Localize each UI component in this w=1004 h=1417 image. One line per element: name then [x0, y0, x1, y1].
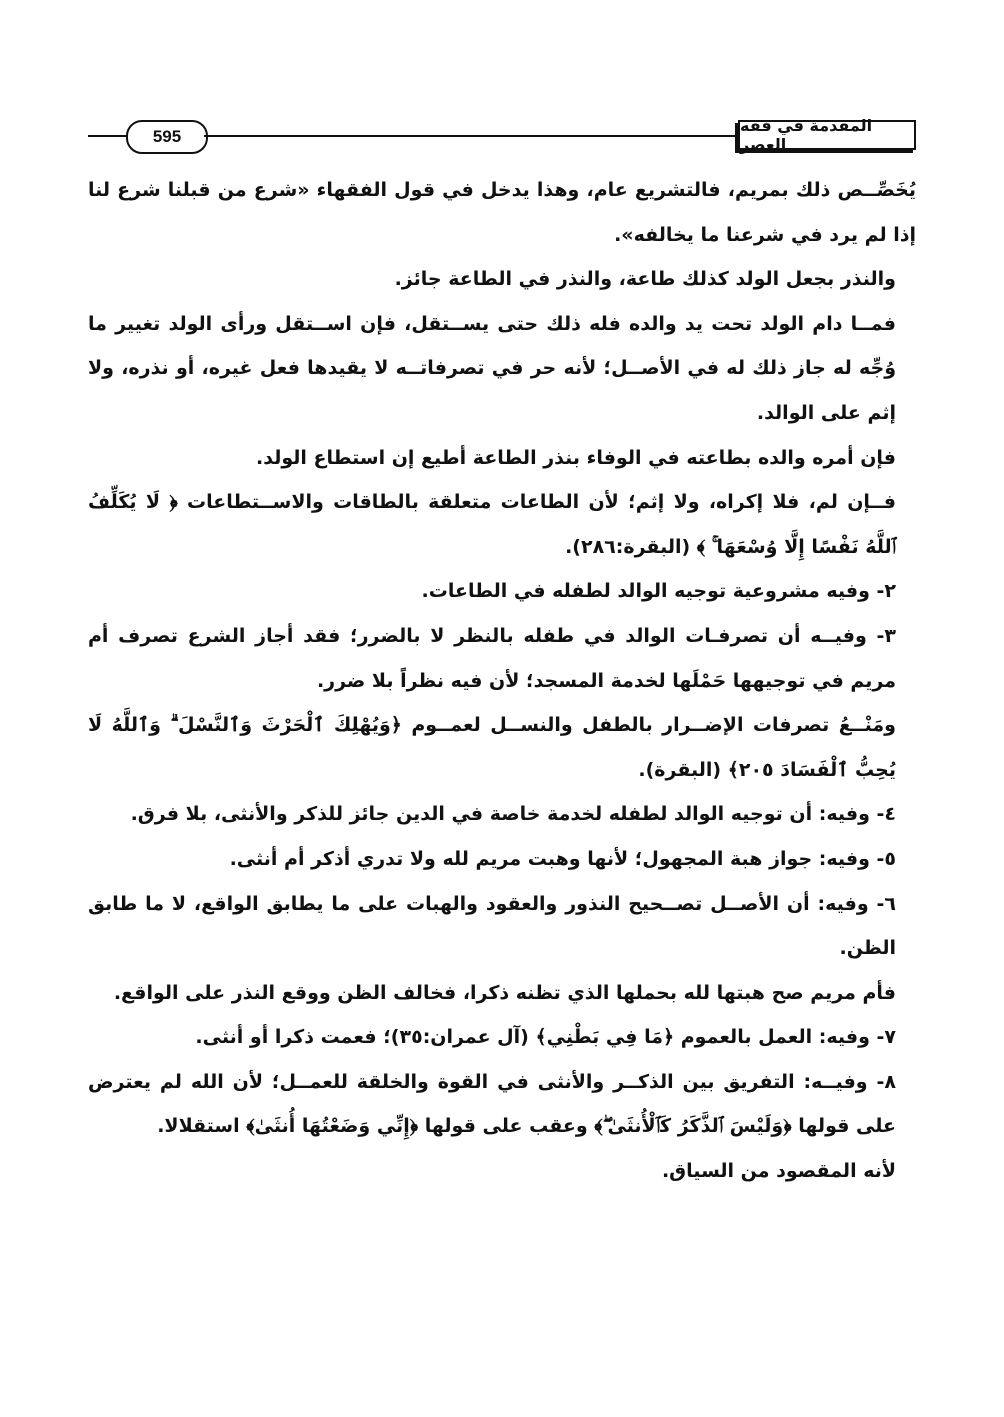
body-text — [88, 168, 916, 1194]
paragraph: فأم مريم صح هبتها لله بحملها الذي تظنه ذكرا، فخالف الظن ووقع النذر على الواقع. — [113, 981, 896, 1004]
paragraph: يُخَصِّــص ذلك بمريم، فالتشريع عام، وهذا يدخل في قول الفقهاء «شرع من قبلنا شرع لنا إذا لم يرد في شرعنا ما يخالفه». — [88, 179, 916, 246]
paragraph: لأنه المقصود من السياق. — [661, 1160, 896, 1183]
paragraph-with-quran-verse: فــإن لم، فلا إكراه، ولا إثم؛ لأن الطاعات متعلقة بالطاقات والاســتطاعات ﴿ لَا يُكَلِّفُ ٱللَّهُ نَفْسًا إِلَّا وُسْعَهَا ۚ ﴾ (البقرة:٢٨٦). — [88, 491, 896, 558]
header-rule-left — [88, 135, 128, 137]
list-item: ٤- وفيه: أن توجيه الوالد لطفله لخدمة خاصة في الدين جائز للذكر والأنثى، بلا فرق. — [130, 803, 896, 826]
list-item: ٦- وفيه: أن الأصــل تصــحيح النذور والعقود والهبات على ما يطابق الواقع، لا ما طابق الظن. — [88, 892, 896, 960]
page-header — [88, 118, 916, 154]
list-item: ٣- وفيــه أن تصرفـات الوالد في طفله بالنظر لا بالضرر؛ فقد أجاز الشرع تصرف أم مريم في توجيهها حَمْلَها لخدمة المسجد؛ لأن فيه نظراً بلا ضرر. — [88, 624, 896, 692]
running-title: المقدمة في فقه العصر — [738, 120, 916, 150]
list-item: ٧- وفيه: العمل بالعموم ﴿مَا فِي بَطْنِي﴾ (آل عمران:٣٥)؛ فعمت ذكرا أو أنثى. — [195, 1026, 896, 1049]
paragraph: والنذر بجعل الولد كذلك طاعة، والنذر في الطاعة جائز. — [394, 268, 896, 291]
list-item: ٢- وفيه مشروعية توجيه الوالد لطفله في الطاعات. — [421, 580, 896, 603]
page-number: 595 — [126, 120, 208, 154]
paragraph: فإن أمره والده بطاعته في الوفاء بنذر الطاعة أطيع إن استطاع الولد. — [256, 446, 896, 469]
paragraph: فمــا دام الولد تحت يد والده فله ذلك حتى يســتقل، فإن اســتقل ورأى الولد تغيير ما وُجِّه له جاز ذلك له في الأصــل؛ لأنه حر في تصرفاتــه لا يقيدها فعل غيره، أو نذره، ولا إثم على الوالد. — [88, 312, 896, 424]
list-item: ٨- وفيــه: التفريق بين الذكــر والأنثى في القوة والخلقة للعمــل؛ لأن الله لم يعترض على قولها ﴿وَلَيْسَ ٱلذَّكَرُ كَٱلْأُنثَىٰ ۖ﴾ وعقب على قولها ﴿إِنِّي وَضَعْتُهَا أُنثَىٰ﴾ استقلالا. — [88, 1070, 896, 1138]
header-rule — [204, 135, 736, 137]
paragraph-with-quran-verse: ومَنْــعُ تصرفات الإضــرار بالطفل والنســل لعمــوم ﴿وَيُهْلِكَ ٱلْحَرْثَ وَٱلنَّسْلَ ۗ وَٱللَّهُ لَا يُحِبُّ ٱلْفَسَادَ ٢٠٥﴾ (البقرة). — [88, 714, 896, 781]
list-item: ٥- وفيه: جواز هبة المجهول؛ لأنها وهبت مريم لله ولا تدري أذكر أم أنثى. — [229, 847, 896, 870]
